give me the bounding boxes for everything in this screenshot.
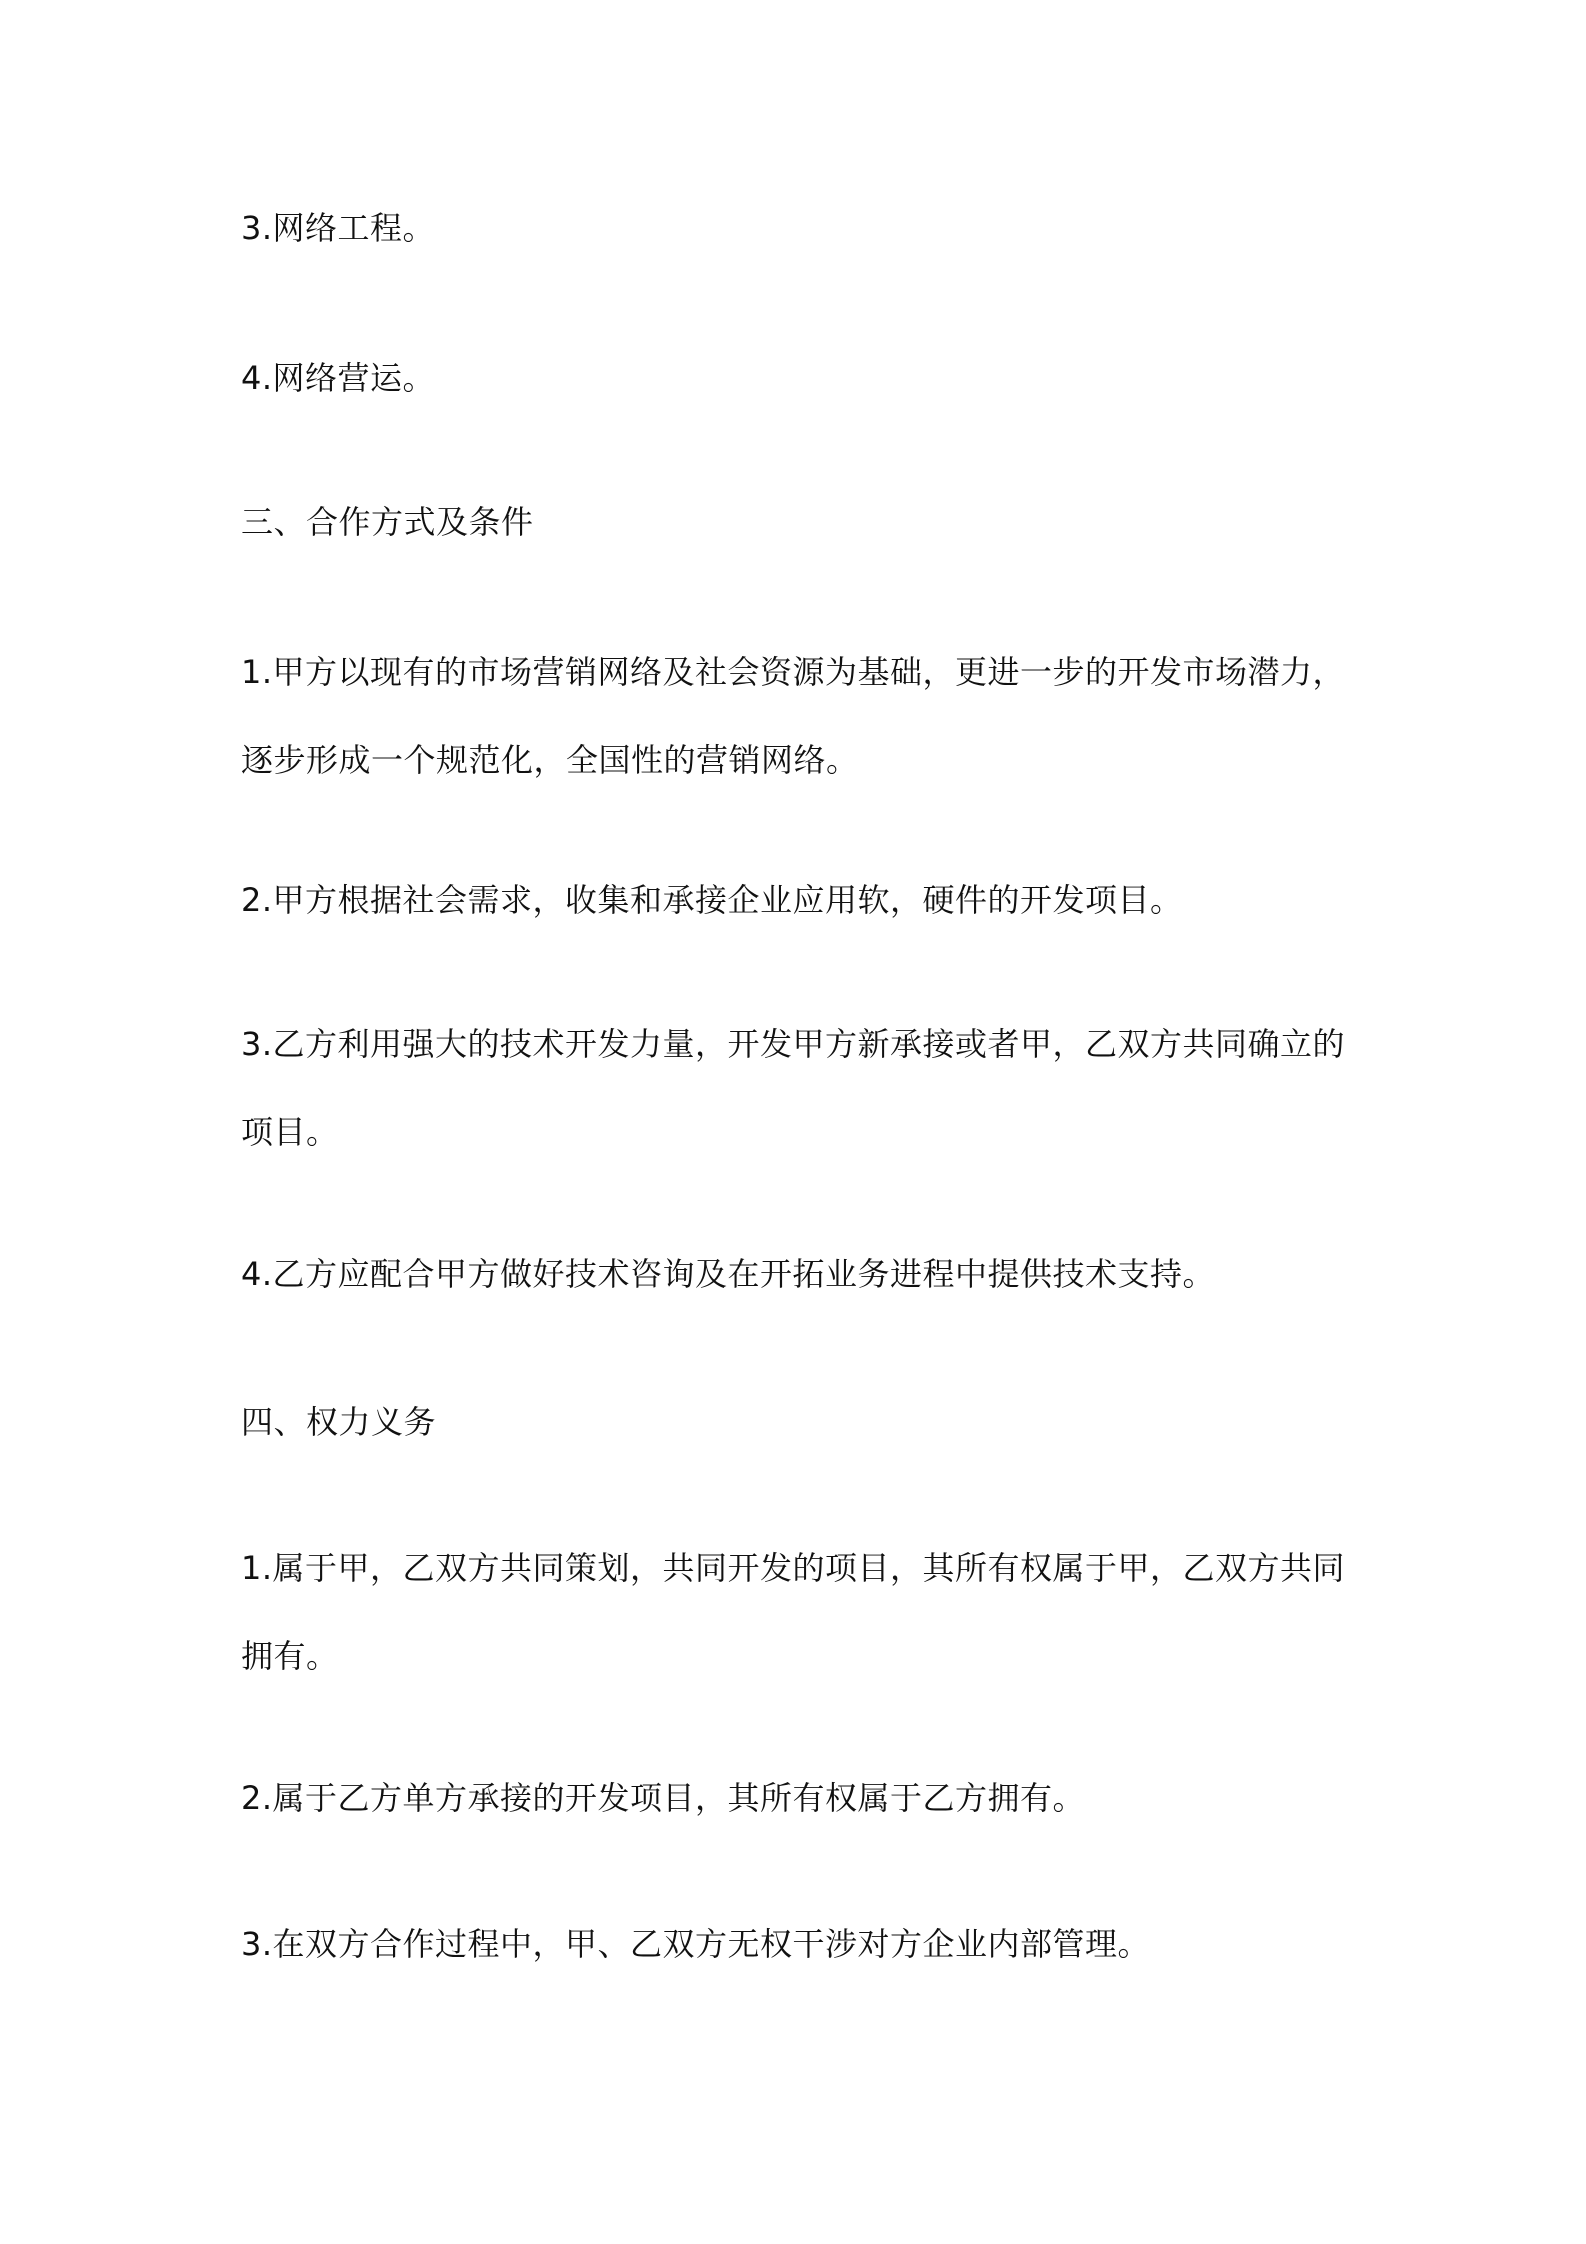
cooperation-clause-3: 3.乙方利用强大的技术开发力量，开发甲方新承接或者甲，乙双方共同确立的项目。 [241,1025,1346,1151]
clause-4-network-operation: 4.网络营运。 [241,359,436,397]
section-heading-cooperation: 三、合作方式及条件 [241,503,534,541]
section-heading-rights-obligations: 四、权力义务 [241,1403,437,1441]
cooperation-clause-1: 1.甲方以现有的市场营销网络及社会资源为基础，更进一步的开发市场潜力，逐步形成一个规范化，全国性的营销网络。 [241,653,1346,779]
rights-clause-1: 1.属于甲，乙双方共同策划，共同开发的项目，其所有权属于甲，乙双方共同拥有。 [241,1549,1346,1675]
clause-3-network-engineering: 3.网络工程。 [241,209,436,247]
cooperation-clause-4: 4.乙方应配合甲方做好技术咨询及在开拓业务进程中提供技术支持。 [241,1255,1216,1293]
cooperation-clause-2: 2.甲方根据社会需求，收集和承接企业应用软，硬件的开发项目。 [241,881,1183,919]
rights-clause-2: 2.属于乙方单方承接的开发项目，其所有权属于乙方拥有。 [241,1779,1086,1817]
rights-clause-3: 3.在双方合作过程中，甲、乙双方无权干涉对方企业内部管理。 [241,1925,1151,1963]
